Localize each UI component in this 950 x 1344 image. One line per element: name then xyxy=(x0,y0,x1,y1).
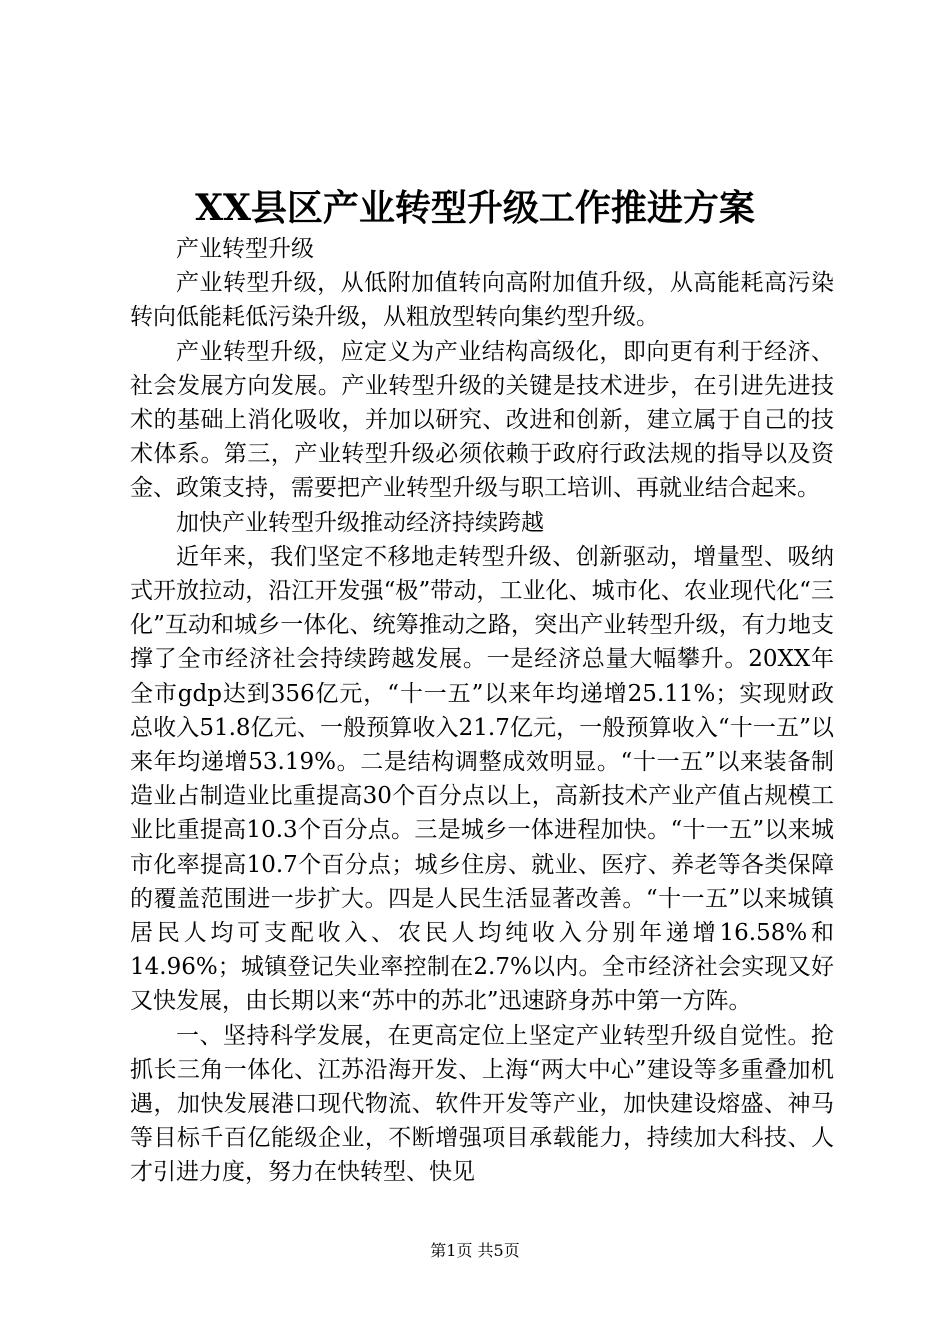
paragraph-definition: 产业转型升级，从低附加值转向高附加值升级，从高能耗高污染转向低能耗低污染升级，从粗放型转向集约型升级。 xyxy=(130,270,834,331)
paragraph-section-one: 一、坚持科学发展，在更高定位上坚定产业转型升级自觉性。抢抓长三角一体化、江苏沿海开发、上海“两大中心”建设等多重叠加机遇，加快发展港口现代物流、软件开发等产业，加快建设熔盛、神马等目标千百亿能级企业，不断增强项目承载能力，持续加大科技、人才引进力度，努力在快转型、快见 xyxy=(130,1022,834,1186)
paragraph-achievements: 近年来，我们坚定不移地走转型升级、创新驱动，增量型、吸纳式开放拉动，沿江开发强“极”带动，工业化、城市化、农业现代化“三化”互动和城乡一体化、统筹推动之路，突出产业转型升级，有力地支撑了全市经济社会持续跨越发展。一是经济总量大幅攀升。20XX年全市gdp达到356亿元，“十一五”以来年均递增25.11%；实现财政总收入51.8亿元、一般预算收入21.7亿元，一般预算收入“十一五”以来年均递增53.19%。二是结构调整成效明显。“十一五”以来装备制造业占制造业比重提高30个百分点以上，高新技术产业产值占规模工业比重提高10.3个百分点。三是城乡一体进程加快。“十一五”以来城市化率提高10.7个百分点；城乡住房、就业、医疗、养老等各类保障的覆盖范围进一步扩大。四是人民生活显著改善。“十一五”以来城镇居民人均可支配收入、农民人均纯收入分别年递增16.58%和14.96%；城镇登记失业率控制在2.7%以内。全市经济社会实现又好又快发展，由长期以来“苏中的苏北”迅速跻身苏中第一方阵。 xyxy=(130,543,834,1015)
paragraph-subtitle-2: 加快产业转型升级推动经济持续跨越 xyxy=(176,509,544,536)
paragraph-explanation: 产业转型升级，应定义为产业结构高级化，即向更有利于经济、社会发展方向发展。产业转型升级的关键是技术进步，在引进先进技术的基础上消化吸收，并加以研究、改进和创新，建立属于自己的技术体系。第三，产业转型升级必须依赖于政府行政法规的指导以及资金、政策支持，需要把产业转型升级与职工培训、再就业结合起来。 xyxy=(130,338,834,502)
document-title: XX县区产业转型升级工作推进方案 xyxy=(195,187,755,229)
paragraph-subtitle-1: 产业转型升级 xyxy=(176,236,314,262)
document-body xyxy=(130,232,834,1190)
page-number-footer: 第1页 共5页 xyxy=(430,1241,520,1260)
